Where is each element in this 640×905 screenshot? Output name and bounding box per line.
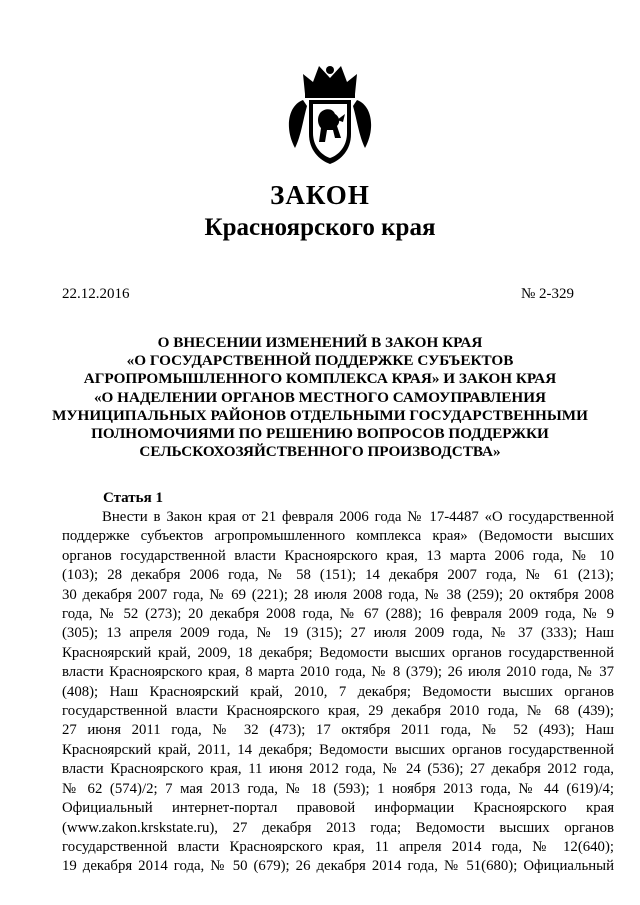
body-line: Красноярский край, 2009, 18 декабря; Ведомости высших органов государственной [62,644,614,661]
heading-line: АГРОПРОМЫШЛЕННОГО КОМПЛЕКСА КРАЯ» И ЗАКОН КРАЯ [83,370,557,388]
article-body [62,508,614,877]
body-line: Официальный интернет-портал правовой информации Красноярского края [62,800,614,817]
coat-of-arms-icon [283,60,377,168]
body-line: (www.zakon.krskstate.ru), 27 декабря 2013 года; Ведомости высших органов [62,819,614,836]
body-line: власти Красноярского края, 11 июня 2012 года, № 24 (536); 27 декабря 2012 года, [62,761,614,778]
heading-line: «О ГОСУДАРСТВЕННОЙ ПОДДЕРЖКЕ СУБЪЕКТОВ [126,352,514,370]
heading-line: СЕЛЬСКОХОЗЯЙСТВЕННОГО ПРОИЗВОДСТВА» [139,443,501,461]
body-line: государственной власти Красноярского края, 11 апреля 2014 года, № 12(640); [62,838,614,855]
law-date: 22.12.2016 [62,286,130,302]
body-line: 30 декабря 2007 года, № 69 (221); 28 июля 2008 года, № 38 (259); 20 октября 2008 [62,586,614,603]
body-line: 19 декабря 2014 года, № 50 (679); 26 декабря 2014 года, № 51(680); Официальный [62,858,614,875]
body-line: органов государственной власти Красноярского края, 13 марта 2006 года, № 10 [62,547,614,564]
body-line: власти Красноярского края, 8 марта 2010 года, № 8 (379); 26 июля 2010 года, № 37 [62,664,614,681]
article-title: Статья 1 [103,490,163,506]
body-line: года, № 52 (273); 20 декабря 2008 года, № 67 (288); 16 февраля 2009 года, № 9 [62,606,614,623]
heading-line: МУНИЦИПАЛЬНЫХ РАЙОНОВ ОТДЕЛЬНЫМИ ГОСУДАРСТВЕННЫМИ [52,406,588,424]
law-number: № 2-329 [520,286,574,302]
body-line: № 62 (574)/2; 7 мая 2013 года, № 18 (593); 1 ноября 2013 года, № 44 (619)/4; [62,780,614,797]
heading-line: О ВНЕСЕНИИ ИЗМЕНЕНИЙ В ЗАКОН КРАЯ [157,334,483,351]
heading-line: «О НАДЕЛЕНИИ ОРГАНОВ МЕСТНОГО САМОУПРАВЛЕНИЯ [93,388,547,406]
body-line: 27 июня 2011 года, № 32 (473); 17 октября 2011 года, № 52 (493); Наш [62,722,614,739]
body-line: государственной власти Красноярского края, 29 декабря 2010 года, № 68 (439); [62,703,614,720]
body-line: Внести в Закон края от 21 февраля 2006 года № 17-4487 «О государственной [102,509,614,525]
document-title: ЗАКОН [270,180,370,210]
law-heading [40,334,600,461]
body-line: поддержке субъектов агропромышленного комплекса края» (Ведомости высших [62,528,614,545]
document-subtitle: Красноярского края [204,214,436,241]
body-line: (305); 13 апреля 2009 года, № 19 (315); 27 июля 2009 года, № 37 (333); Наш [62,625,614,642]
body-line: (408); Наш Красноярский край, 2010, 7 декабря; Ведомости высших органов [62,683,614,700]
body-line: Красноярский край, 2011, 14 декабря; Ведомости высших органов государственной [62,741,614,758]
body-line: (103); 28 декабря 2006 года, № 58 (151); 14 декабря 2007 года, № 61 (213); [62,567,614,584]
heading-line: ПОЛНОМОЧИЯМИ ПО РЕШЕНИЮ ВОПРОСОВ ПОДДЕРЖКИ [91,425,549,443]
